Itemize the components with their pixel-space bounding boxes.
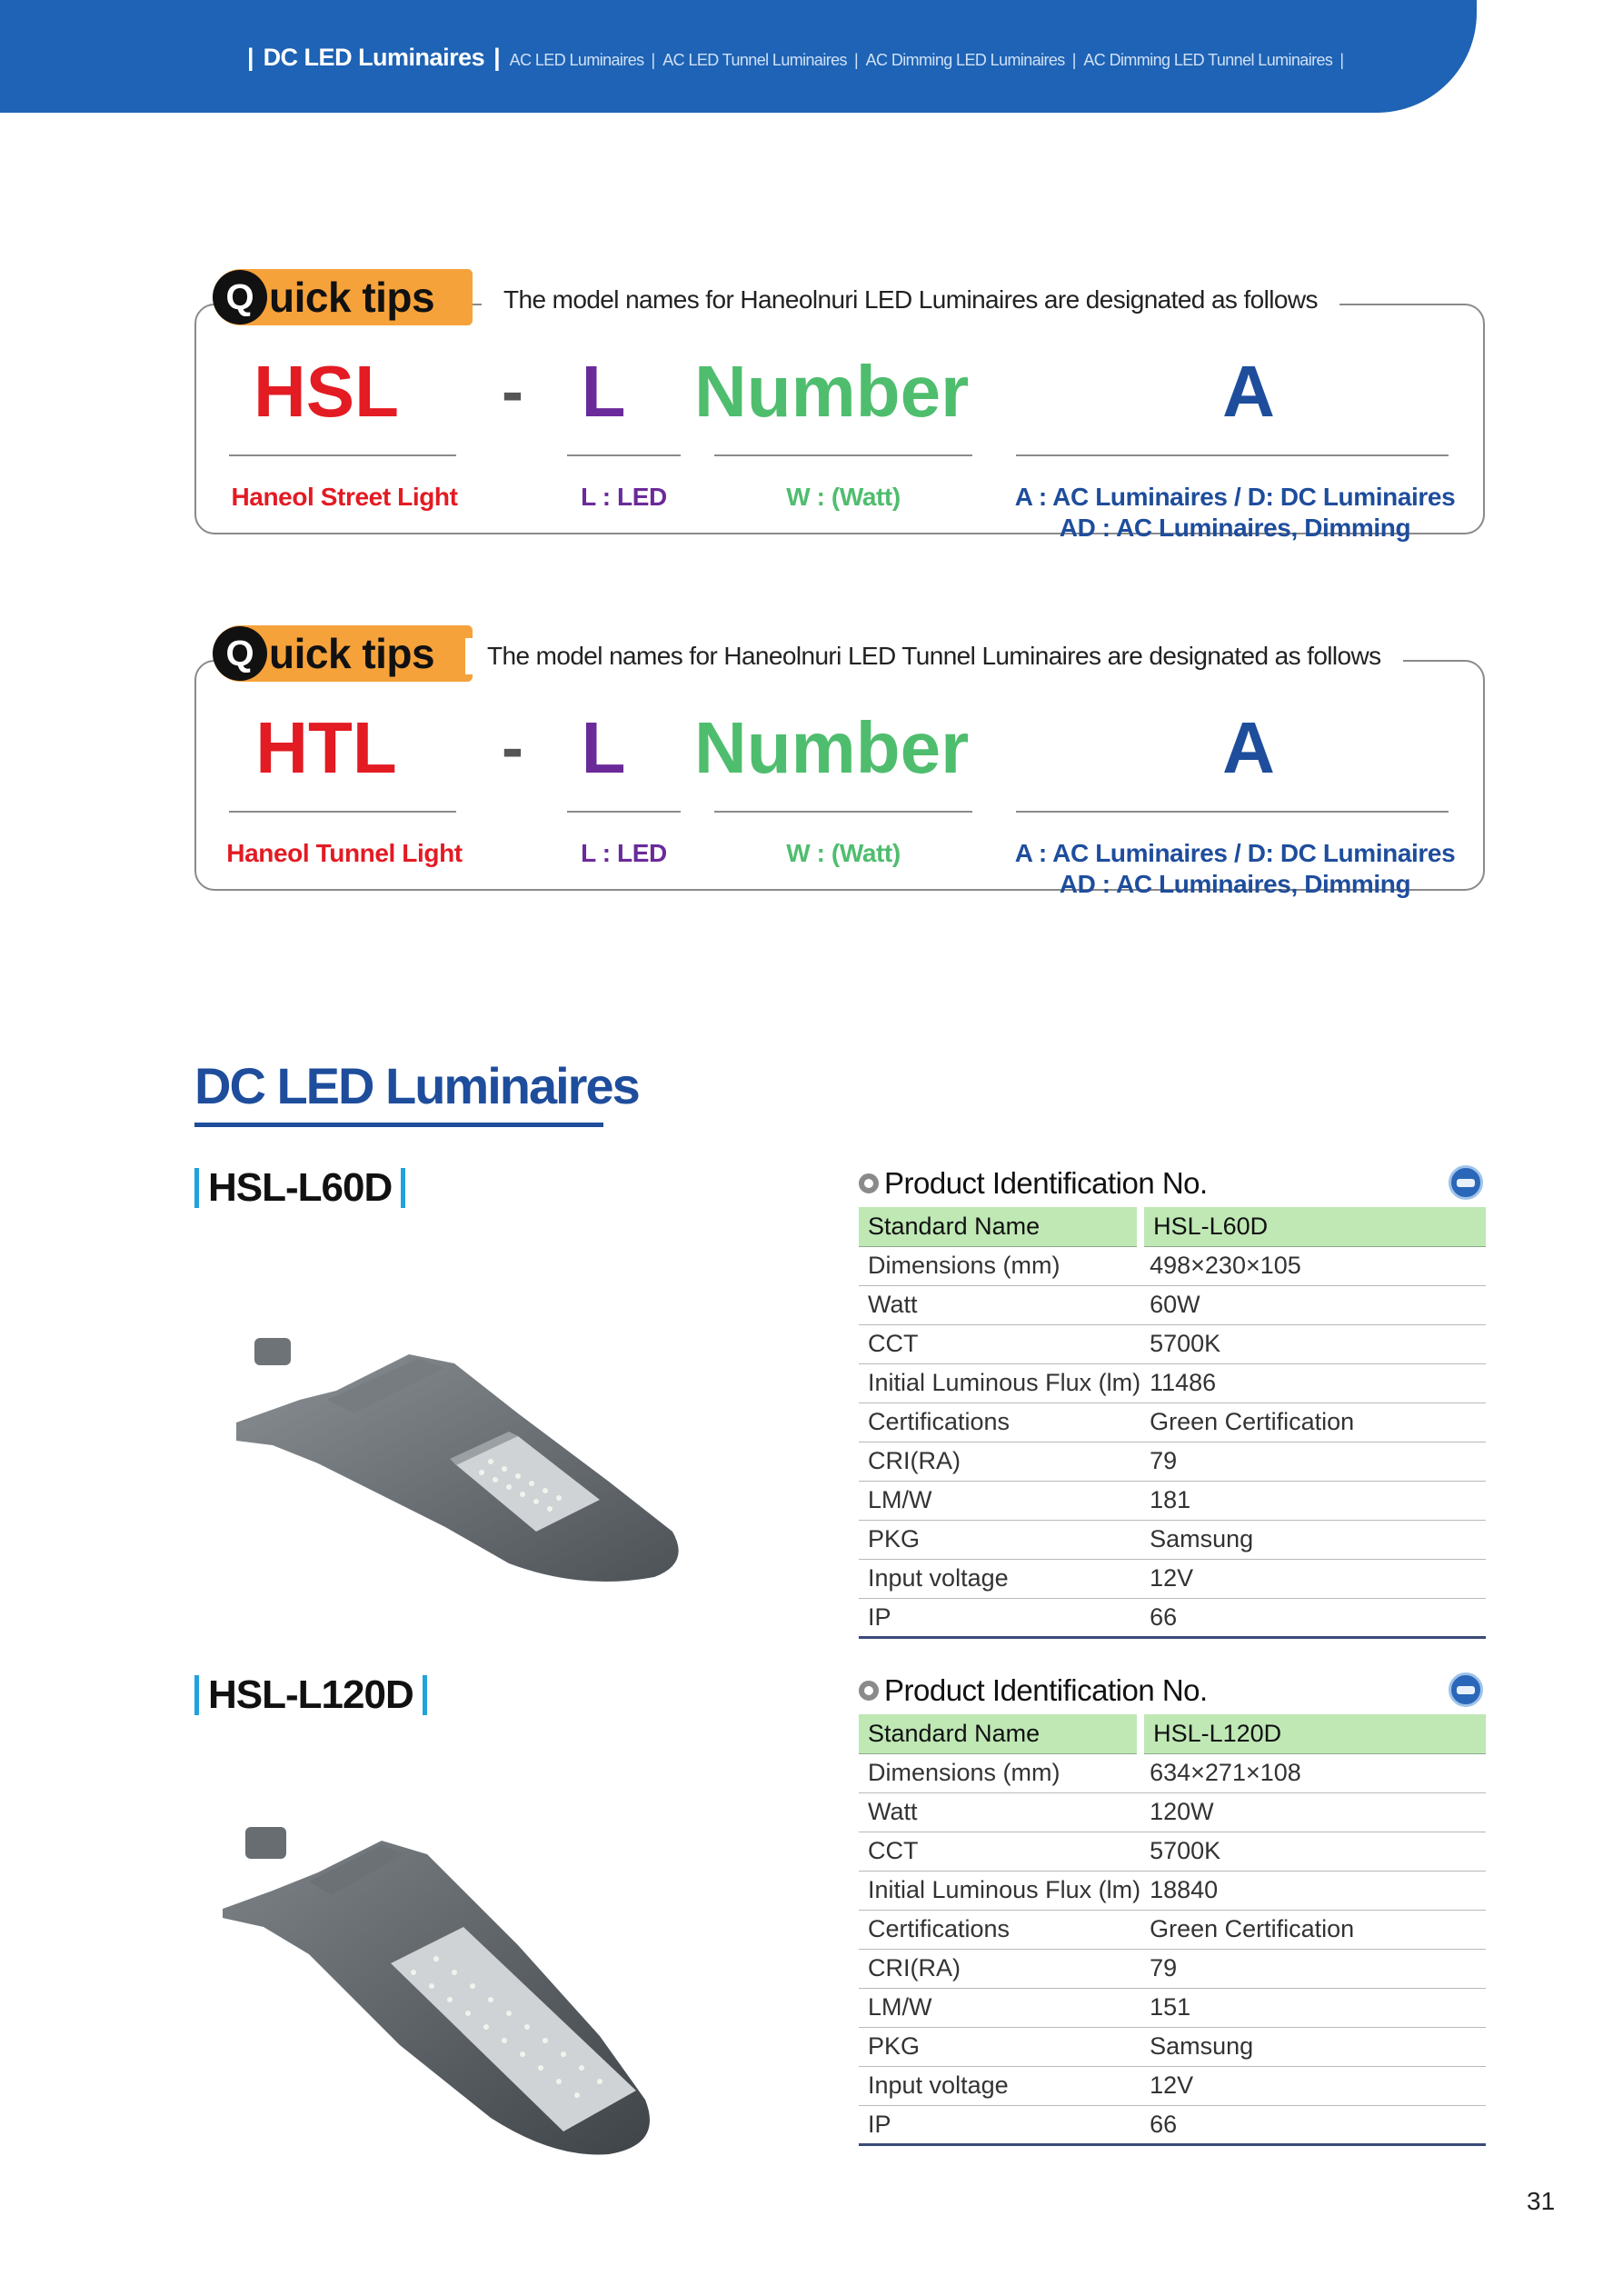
table-row <box>859 1559 1486 1598</box>
spec-value: 79 <box>1140 1442 1486 1481</box>
a-desc-line-2: AD : AC Luminaires, Dimming <box>1059 870 1411 898</box>
spec-key: Standard Name <box>859 1714 1140 1753</box>
street-light-image <box>218 1818 700 2163</box>
divider <box>714 454 972 456</box>
code-number: Number <box>694 707 970 788</box>
spec-value: HSL-L120D <box>1140 1714 1486 1753</box>
table-row <box>859 2027 1486 2066</box>
spec-title: Product Identification No. <box>884 1166 1208 1200</box>
spec-key: LM/W <box>859 1988 1140 2027</box>
spec-key: PKG <box>859 1520 1140 1559</box>
badge-word: uick tips <box>269 274 435 321</box>
spec-key: CCT <box>859 1324 1140 1363</box>
table-row <box>859 1598 1486 1637</box>
spec-key: PKG <box>859 2027 1140 2066</box>
a-desc-line-1: A : AC Luminaires / D: DC Luminaires <box>1014 483 1456 511</box>
table-row <box>859 1792 1486 1832</box>
spec-key: Dimensions (mm) <box>859 1246 1140 1285</box>
badge-q: Q <box>213 270 267 324</box>
spec-key: IP <box>859 1598 1140 1637</box>
prefix-desc: Haneol Tunnel Light <box>226 839 463 867</box>
spec-value: 18840 <box>1140 1871 1486 1910</box>
code-number: Number <box>694 351 970 432</box>
spec-value: 634×271×108 <box>1140 1753 1486 1792</box>
nav-separator: | <box>1339 51 1345 69</box>
certification-logo-icon <box>1449 1672 1483 1707</box>
spec-value: HSL-L60D <box>1140 1207 1486 1246</box>
spec-key: CRI(RA) <box>859 1949 1140 1988</box>
nav-separator: | <box>1071 51 1077 69</box>
model-name: HSL-L60D <box>208 1165 393 1210</box>
badge-word: uick tips <box>269 630 435 677</box>
spec-value: 181 <box>1140 1481 1486 1520</box>
code-prefix: HTL <box>255 707 397 788</box>
model-title <box>194 1165 405 1211</box>
model-name: HSL-L120D <box>208 1672 413 1717</box>
spec-table-hsl-l60d <box>859 1163 1486 1639</box>
bullet-ring-icon <box>859 1173 879 1193</box>
divider <box>714 811 972 813</box>
nav-item-ac-led[interactable]: AC LED Luminaires <box>509 51 644 69</box>
title-bar <box>194 1675 199 1715</box>
spec-key: Input voltage <box>859 1559 1140 1598</box>
spec-value: Samsung <box>1140 2027 1486 2066</box>
a-desc <box>994 482 1476 544</box>
title-bar <box>423 1675 427 1715</box>
spec-key: Certifications <box>859 1403 1140 1442</box>
spec-key: Watt <box>859 1792 1140 1832</box>
model-title <box>194 1672 427 1718</box>
table-row <box>859 1520 1486 1559</box>
number-desc: W : (Watt) <box>786 483 901 511</box>
badge-q: Q <box>213 626 267 681</box>
divider <box>229 454 456 456</box>
spec-value: 120W <box>1140 1792 1486 1832</box>
table-row <box>859 2066 1486 2105</box>
code-l: L <box>581 351 626 432</box>
title-bar <box>401 1168 405 1208</box>
spec-key: IP <box>859 2105 1140 2144</box>
page-number: 31 <box>1527 2187 1556 2215</box>
spec-key: Input voltage <box>859 2066 1140 2105</box>
spec-key: Certifications <box>859 1910 1140 1949</box>
spec-value: 5700K <box>1140 1324 1486 1363</box>
section-title: DC LED Luminaires <box>194 1057 639 1114</box>
table-row <box>859 1910 1486 1949</box>
table-row <box>859 1949 1486 1988</box>
table-row <box>859 2105 1486 2144</box>
spec-key: LM/W <box>859 1481 1140 1520</box>
spec-value: 11486 <box>1140 1363 1486 1403</box>
spec-title: Product Identification No. <box>884 1673 1208 1707</box>
code-dash: - <box>502 355 523 428</box>
code-a: A <box>1222 707 1275 788</box>
spec-value: 498×230×105 <box>1140 1246 1486 1285</box>
a-desc-line-2: AD : AC Luminaires, Dimming <box>1059 514 1411 542</box>
divider <box>567 454 681 456</box>
spec-value: 151 <box>1140 1988 1486 2027</box>
bullet-ring-icon <box>859 1681 879 1701</box>
nav-separator: | <box>651 51 656 69</box>
spec-value: 5700K <box>1140 1832 1486 1871</box>
nav-item-ac-dimming-tunnel[interactable]: AC Dimming LED Tunnel Luminaires <box>1083 51 1333 69</box>
l-desc: L : LED <box>581 483 667 511</box>
quick-tip-tunnel <box>194 625 1485 898</box>
table-row <box>859 1442 1486 1481</box>
spec-value: 12V <box>1140 2066 1486 2105</box>
nav-separator: | <box>493 44 501 71</box>
table-row <box>859 1207 1486 1246</box>
table-row <box>859 1481 1486 1520</box>
spec-key: Standard Name <box>859 1207 1140 1246</box>
nav-separator: | <box>853 51 859 69</box>
table-row <box>859 1871 1486 1910</box>
quick-tips-badge <box>213 625 473 682</box>
code-prefix: HSL <box>254 351 399 432</box>
spec-table-hsl-l120d <box>859 1671 1486 2146</box>
tip-caption: The model names for Haneolnuri LED Tunnel Luminaires are designated as follows <box>465 638 1403 674</box>
quick-tips-badge <box>213 269 473 325</box>
table-row <box>859 1246 1486 1285</box>
table-row <box>859 1285 1486 1324</box>
divider <box>567 811 681 813</box>
table-row <box>859 1753 1486 1792</box>
table-row <box>859 1403 1486 1442</box>
certification-logo-icon <box>1449 1165 1483 1200</box>
table-row <box>859 1832 1486 1871</box>
spec-value: 60W <box>1140 1285 1486 1324</box>
table-row <box>859 1988 1486 2027</box>
spec-value: 66 <box>1140 1598 1486 1637</box>
table-row <box>859 1363 1486 1403</box>
spec-key: CCT <box>859 1832 1140 1871</box>
a-desc <box>994 838 1476 900</box>
spec-key: Watt <box>859 1285 1140 1324</box>
a-desc-line-1: A : AC Luminaires / D: DC Luminaires <box>1014 839 1456 867</box>
spec-header <box>859 1671 1486 1711</box>
category-nav <box>247 44 1351 80</box>
spec-key: Initial Luminous Flux (lm) <box>859 1871 1140 1910</box>
table-row <box>859 1324 1486 1363</box>
number-desc: W : (Watt) <box>786 839 901 867</box>
section-underline <box>194 1123 603 1127</box>
spec-key: Initial Luminous Flux (lm) <box>859 1363 1140 1403</box>
title-bar <box>194 1168 199 1208</box>
nav-item-ac-dimming[interactable]: AC Dimming LED Luminaires <box>865 51 1065 69</box>
spec-header <box>859 1163 1486 1203</box>
prefix-desc: Haneol Street Light <box>231 483 458 511</box>
spec-value: 12V <box>1140 1559 1486 1598</box>
divider <box>1016 454 1449 456</box>
divider <box>1016 811 1449 813</box>
spec-value: 79 <box>1140 1949 1486 1988</box>
code-l: L <box>581 707 626 788</box>
quick-tip-street <box>194 269 1485 542</box>
spec-key: CRI(RA) <box>859 1442 1140 1481</box>
spec-value: 66 <box>1140 2105 1486 2144</box>
l-desc: L : LED <box>581 839 667 867</box>
tip-caption: The model names for Haneolnuri LED Luminaires are designated as follows <box>482 282 1339 318</box>
table-row <box>859 1714 1486 1753</box>
spec-value: Green Certification <box>1140 1910 1486 1949</box>
spec-value: Green Certification <box>1140 1403 1486 1442</box>
nav-item-active[interactable]: DC LED Luminaires <box>263 44 485 71</box>
nav-separator: | <box>247 44 254 71</box>
spec-value: Samsung <box>1140 1520 1486 1559</box>
street-light-image <box>218 1327 727 1591</box>
code-a: A <box>1222 351 1275 432</box>
code-dash: - <box>502 712 523 784</box>
spec-key: Dimensions (mm) <box>859 1753 1140 1792</box>
spec-table <box>859 1714 1486 2146</box>
spec-table <box>859 1207 1486 1639</box>
divider <box>229 811 456 813</box>
nav-item-ac-led-tunnel[interactable]: AC LED Tunnel Luminaires <box>662 51 847 69</box>
